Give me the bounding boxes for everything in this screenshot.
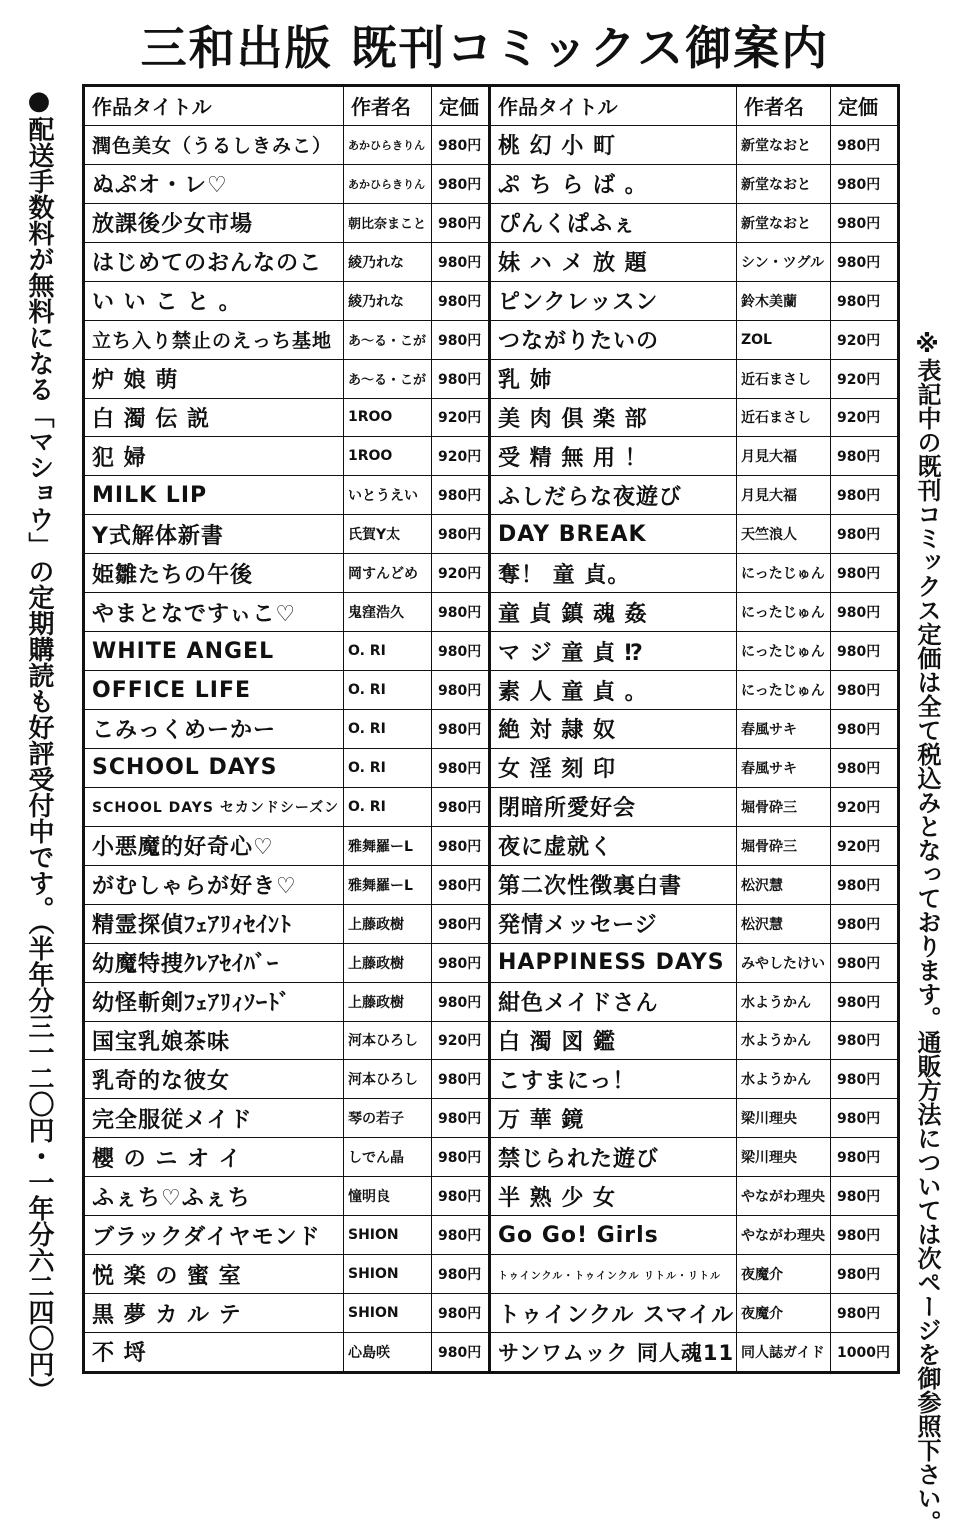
comic-author: O. RI [343, 632, 431, 670]
comic-author: 新堂なおと [736, 126, 830, 164]
comic-title: 犯 婦 [92, 445, 147, 471]
comic-title: 夜に虚就く [498, 835, 614, 861]
comic-title: ブラックダイヤモンド [92, 1224, 321, 1250]
comic-price: 980円 [431, 243, 488, 281]
table-row [85, 632, 488, 671]
comic-title: 女 淫 刻 印 [498, 757, 616, 783]
comic-title: 乳奇的な彼女 [92, 1068, 231, 1094]
comic-price: 980円 [431, 944, 488, 982]
comic-price: 920円 [431, 399, 488, 437]
comic-title: WHITE ANGEL [92, 638, 275, 664]
table-row [85, 944, 488, 983]
table-row [491, 632, 897, 671]
table-row [85, 671, 488, 710]
comic-price: 980円 [830, 1022, 897, 1060]
table-row [491, 554, 897, 593]
table-row [491, 944, 897, 983]
comic-author: 綾乃れな [343, 243, 431, 281]
comic-price: 980円 [830, 1177, 897, 1215]
comic-author: O. RI [343, 749, 431, 787]
comic-title: 桃 幻 小 町 [498, 134, 616, 160]
comic-price: 980円 [431, 476, 488, 514]
comic-author: O. RI [343, 788, 431, 826]
comic-author: やながわ理央 [736, 1177, 830, 1215]
comic-title: い い こ と 。 [92, 290, 242, 316]
comic-author: 天竺浪人 [736, 515, 830, 553]
comic-author: やながわ理央 [736, 1216, 830, 1254]
comic-title: 妹 ハ メ 放 題 [498, 251, 648, 277]
comic-title: トゥインクル・トゥインクル リトル・リトル [498, 1270, 721, 1282]
comic-author: 雅舞羅ーL [343, 827, 431, 865]
table-row [491, 866, 897, 905]
comic-title: 童 貞 鎮 魂 姦 [498, 601, 648, 627]
table-row [85, 905, 488, 944]
comic-price: 980円 [431, 515, 488, 553]
comic-author: SHION [343, 1294, 431, 1332]
comic-title: 白 濁 伝 説 [92, 406, 210, 432]
comic-title: つながりたいの [498, 329, 660, 355]
comic-price: 980円 [830, 944, 897, 982]
table-row [491, 1255, 897, 1294]
table-row [491, 1099, 897, 1138]
table-row [491, 1333, 897, 1371]
comic-author: 月見大福 [736, 476, 830, 514]
comic-price: 980円 [431, 866, 488, 904]
table-row [491, 437, 897, 476]
comic-title: 幼魔特捜ｸﾚｱｾｲﾊﾞｰ [92, 952, 280, 978]
comic-price: 980円 [431, 321, 488, 359]
table-row [85, 1177, 488, 1216]
table-header-row [491, 87, 897, 126]
comic-price: 980円 [830, 710, 897, 748]
comic-price: 920円 [431, 1022, 488, 1060]
table-row [491, 1294, 897, 1333]
comic-author: 新堂なおと [736, 165, 830, 203]
comic-author: O. RI [343, 710, 431, 748]
table-row [85, 1138, 488, 1177]
comic-price: 980円 [431, 204, 488, 242]
comic-price: 980円 [830, 126, 897, 164]
table-row [85, 126, 488, 165]
comic-price: 980円 [431, 1294, 488, 1332]
comic-price: 980円 [431, 827, 488, 865]
comic-author: 梁川理央 [736, 1138, 830, 1176]
comic-title: 放課後少女市場 [92, 212, 254, 238]
comic-price: 980円 [431, 1060, 488, 1098]
comic-title: SCHOOL DAYS セカンドシーズン [92, 799, 340, 816]
comic-price: 980円 [830, 1294, 897, 1332]
comic-title: Y式解体新書 [92, 523, 224, 549]
comic-author: 梁川理央 [736, 1099, 830, 1137]
comic-author: あ～る・こが [343, 321, 431, 359]
comic-title: 素 人 童 貞 。 [498, 679, 648, 705]
comic-title: HAPPINESS DAYS [498, 950, 725, 976]
comic-author: しでん晶 [343, 1138, 431, 1176]
table-row [491, 126, 897, 165]
comic-title: DAY BREAK [498, 521, 647, 547]
comic-title: 悦 楽 の 蜜 室 [92, 1263, 242, 1289]
comic-author: 氏賀Y太 [343, 515, 431, 553]
table-row [491, 1177, 897, 1216]
comic-author: 同人誌ガイド [736, 1333, 830, 1371]
comic-author: 上藤政樹 [343, 944, 431, 982]
comic-author: にったじゅん [736, 632, 830, 670]
table-row [491, 1022, 897, 1061]
table-row [85, 437, 488, 476]
comic-title: 半 熟 少 女 [498, 1185, 616, 1211]
comic-author: 河本ひろし [343, 1060, 431, 1098]
comic-author: 朝比奈まこと [343, 204, 431, 242]
comic-title: 絶 対 隷 奴 [498, 718, 616, 744]
table-row [85, 165, 488, 204]
comic-title: 櫻 の ニ オ イ [92, 1146, 242, 1172]
table-row [85, 1022, 488, 1061]
comic-title: マ ジ 童 貞 ⁉ [498, 640, 644, 666]
comic-price: 980円 [431, 1099, 488, 1137]
comic-price: 980円 [431, 593, 488, 631]
table-row [85, 1255, 488, 1294]
comic-author: にったじゅん [736, 554, 830, 592]
comic-author: 1ROO [343, 399, 431, 437]
table-row [491, 983, 897, 1022]
comic-author: 春風サキ [736, 710, 830, 748]
comic-price: 980円 [830, 632, 897, 670]
comic-author: SHION [343, 1255, 431, 1293]
comic-price: 980円 [431, 671, 488, 709]
comic-title: ぬぷオ・レ♡ [92, 173, 228, 199]
comic-price: 980円 [830, 554, 897, 592]
comic-author: みやしたけい [736, 944, 830, 982]
header-title: 作品タイトル [498, 95, 618, 120]
comic-title: はじめてのおんなのこ [92, 251, 323, 277]
comic-title: ピンクレッスン [498, 290, 659, 316]
comic-author: 憧明良 [343, 1177, 431, 1215]
comic-title: 完全服従メイド [92, 1107, 253, 1133]
table-row [491, 710, 897, 749]
table-row [491, 360, 897, 399]
table-row [491, 788, 897, 827]
comic-price: 980円 [830, 1060, 897, 1098]
table-row [85, 1333, 488, 1371]
comic-price: 980円 [830, 437, 897, 475]
table-row [491, 593, 897, 632]
header-price: 定価 [431, 87, 488, 125]
table-row [85, 827, 488, 866]
comic-title: ふぇち♡ふぇち [92, 1185, 251, 1211]
comic-title: 乳 姉 [498, 368, 553, 394]
table-row [85, 204, 488, 243]
table-row [85, 1216, 488, 1255]
catalog-left-column [85, 87, 491, 1371]
table-row [85, 360, 488, 399]
table-row [491, 165, 897, 204]
comic-author: 近石まさし [736, 399, 830, 437]
comic-price: 920円 [830, 788, 897, 826]
comic-price: 980円 [830, 282, 897, 320]
table-row [85, 1060, 488, 1099]
comic-author: シン・ツグル [736, 243, 830, 281]
comic-title: 炉 娘 萌 [92, 368, 179, 394]
table-row [85, 710, 488, 749]
table-row [491, 1216, 897, 1255]
comic-author: 水ようかん [736, 1060, 830, 1098]
comic-author: 心島咲 [343, 1333, 431, 1371]
comic-title: こみっくめーかー [92, 718, 277, 744]
comic-price: 980円 [431, 905, 488, 943]
comic-author: 雅舞羅ーL [343, 866, 431, 904]
comic-price: 980円 [830, 476, 897, 514]
table-row [85, 983, 488, 1022]
comic-author: ZOL [736, 321, 830, 359]
table-row [491, 204, 897, 243]
comic-title: ふしだらな夜遊び [498, 484, 683, 510]
comic-price: 980円 [431, 710, 488, 748]
table-row [85, 554, 488, 593]
comic-price: 920円 [431, 437, 488, 475]
table-row [491, 671, 897, 710]
comic-title: Go Go! Girls [498, 1222, 659, 1248]
comic-author: 松沢慧 [736, 905, 830, 943]
comic-author: 水ようかん [736, 983, 830, 1021]
comic-author: SHION [343, 1216, 431, 1254]
comic-title: 禁じられた遊び [498, 1146, 660, 1172]
comic-author: 夜魔介 [736, 1255, 830, 1293]
comic-title: MILK LIP [92, 482, 208, 508]
header-author: 作者名 [343, 87, 431, 125]
comic-price: 980円 [830, 1216, 897, 1254]
comic-title: 第二次性徴裏白書 [498, 874, 683, 900]
comic-title: ぴんくぱふぇ [498, 212, 637, 238]
comic-author: 綾乃れな [343, 282, 431, 320]
comic-price: 980円 [830, 204, 897, 242]
comic-author: いとうえい [343, 476, 431, 514]
comic-author: にったじゅん [736, 593, 830, 631]
comic-price: 980円 [830, 1099, 897, 1137]
comic-title: 受 精 無 用 ！ [498, 445, 648, 471]
table-row [491, 399, 897, 438]
comic-price: 980円 [830, 905, 897, 943]
comic-price: 980円 [431, 749, 488, 787]
header-title: 作品タイトル [92, 95, 212, 120]
comic-author: O. RI [343, 671, 431, 709]
comic-title: 閉暗所愛好会 [498, 796, 637, 822]
comic-price: 920円 [431, 554, 488, 592]
comic-title: SCHOOL DAYS [92, 755, 278, 781]
comic-author: 堀骨砕三 [736, 788, 830, 826]
comic-title: 万 華 鏡 [498, 1107, 585, 1133]
comic-title: トゥインクル スマイル [498, 1302, 735, 1328]
table-row [491, 321, 897, 360]
table-row [85, 1294, 488, 1333]
comic-title: 不 埒 [92, 1341, 147, 1367]
comic-author: 上藤政樹 [343, 983, 431, 1021]
comic-price: 1000円 [830, 1333, 897, 1371]
table-row [491, 243, 897, 282]
page-title: 三和出版 既刊コミックス御案内 [140, 21, 830, 75]
comic-price: 980円 [431, 360, 488, 398]
table-row [85, 866, 488, 905]
comic-price: 980円 [431, 1255, 488, 1293]
comic-author: 上藤政樹 [343, 905, 431, 943]
catalog-right-column [491, 87, 897, 1371]
comic-author: 松沢慧 [736, 866, 830, 904]
comic-price: 980円 [830, 866, 897, 904]
comic-price: 920円 [830, 321, 897, 359]
table-row [491, 827, 897, 866]
comic-author: 河本ひろし [343, 1022, 431, 1060]
table-row [85, 282, 488, 321]
table-row [85, 476, 488, 515]
comic-title: 精霊探偵ﾌｪｱﾘｨｾｲﾝﾄ [92, 913, 293, 939]
comics-catalog-table [82, 84, 900, 1374]
subscription-note: ●配送手数料が無料になる「マショウ」の定期購読も好評受付中です。（半年分三一二〇円・一年分六二四〇円） [24, 86, 54, 1403]
comic-author: 水ようかん [736, 1022, 830, 1060]
comic-title: 白 濁 図 鑑 [498, 1029, 616, 1055]
table-header-row [85, 87, 488, 126]
comic-title: 紺色メイドさん [498, 991, 659, 1017]
table-row [85, 321, 488, 360]
comic-price: 980円 [431, 1177, 488, 1215]
table-row [85, 515, 488, 554]
table-row [85, 243, 488, 282]
comic-author: 堀骨砕三 [736, 827, 830, 865]
comic-author: 月見大福 [736, 437, 830, 475]
comic-price: 980円 [830, 515, 897, 553]
comic-price: 980円 [431, 632, 488, 670]
table-row [85, 749, 488, 788]
comic-author: 近石まさし [736, 360, 830, 398]
price-note: ※表記中の既刊コミックス定価は全て税込みとなっております。通販方法については次ページを御参照下さい。 [913, 330, 941, 1534]
comic-title: 国宝乳娘茶味 [92, 1029, 231, 1055]
comic-title: 姫雛たちの午後 [92, 562, 254, 588]
comic-price: 920円 [830, 827, 897, 865]
comic-title: ぷ ち ら ば 。 [498, 173, 648, 199]
table-row [491, 515, 897, 554]
comic-title: 立ち入り禁止のえっち基地 [92, 330, 333, 353]
comic-price: 980円 [431, 126, 488, 164]
comic-author: 夜魔介 [736, 1294, 830, 1332]
comic-price: 980円 [830, 165, 897, 203]
comic-price: 980円 [830, 749, 897, 787]
comic-price: 980円 [830, 1138, 897, 1176]
comic-title: サンワムック 同人魂11 [498, 1340, 735, 1365]
comic-title: 潤色美女（うるしきみこ） [92, 135, 333, 158]
comic-title: 美 肉 倶 楽 部 [498, 406, 648, 432]
comic-title: OFFICE LIFE [92, 677, 252, 703]
comic-price: 920円 [830, 360, 897, 398]
header-price: 定価 [830, 87, 897, 125]
comic-author: あかひらきりん [343, 165, 431, 203]
comic-price: 980円 [431, 1333, 488, 1371]
comic-title: 小悪魔的好奇心♡ [92, 835, 274, 861]
comic-price: 980円 [830, 671, 897, 709]
comic-price: 980円 [431, 1216, 488, 1254]
comic-title: 奪！ 童 貞。 [498, 562, 631, 588]
comic-title: やまとなですぃこ♡ [92, 601, 297, 627]
comic-price: 980円 [431, 165, 488, 203]
comic-author: 琴の若子 [343, 1099, 431, 1137]
table-row [491, 905, 897, 944]
table-row [85, 593, 488, 632]
comic-price: 980円 [431, 1138, 488, 1176]
comic-author: あ～る・こが [343, 360, 431, 398]
comic-author: 岡すんどめ [343, 554, 431, 592]
comic-title: 黒 夢 カ ル テ [92, 1302, 242, 1328]
table-row [491, 749, 897, 788]
comic-price: 980円 [431, 788, 488, 826]
table-row [491, 1138, 897, 1177]
comic-author: 春風サキ [736, 749, 830, 787]
comic-author: あかひらきりん [343, 126, 431, 164]
comic-price: 920円 [830, 399, 897, 437]
comic-title: 幼怪斬剣ﾌｪｱﾘｨｿｰﾄﾞ [92, 991, 292, 1017]
comic-author: 1ROO [343, 437, 431, 475]
table-row [85, 1099, 488, 1138]
comic-price: 980円 [830, 593, 897, 631]
table-row [85, 788, 488, 827]
comic-price: 980円 [431, 983, 488, 1021]
table-row [491, 476, 897, 515]
comic-author: 鈴木美蘭 [736, 282, 830, 320]
table-row [85, 399, 488, 438]
comic-title: がむしゃらが好き♡ [92, 874, 297, 900]
comic-title: こすまにっ！ [498, 1068, 636, 1094]
comic-title: 発情メッセージ [498, 913, 658, 939]
comic-author: にったじゅん [736, 671, 830, 709]
comic-price: 980円 [431, 282, 488, 320]
comic-price: 980円 [830, 983, 897, 1021]
comic-price: 980円 [830, 1255, 897, 1293]
comic-author: 鬼窪浩久 [343, 593, 431, 631]
table-row [491, 282, 897, 321]
table-row [491, 1060, 897, 1099]
header-author: 作者名 [736, 87, 830, 125]
comic-price: 980円 [830, 243, 897, 281]
comic-author: 新堂なおと [736, 204, 830, 242]
